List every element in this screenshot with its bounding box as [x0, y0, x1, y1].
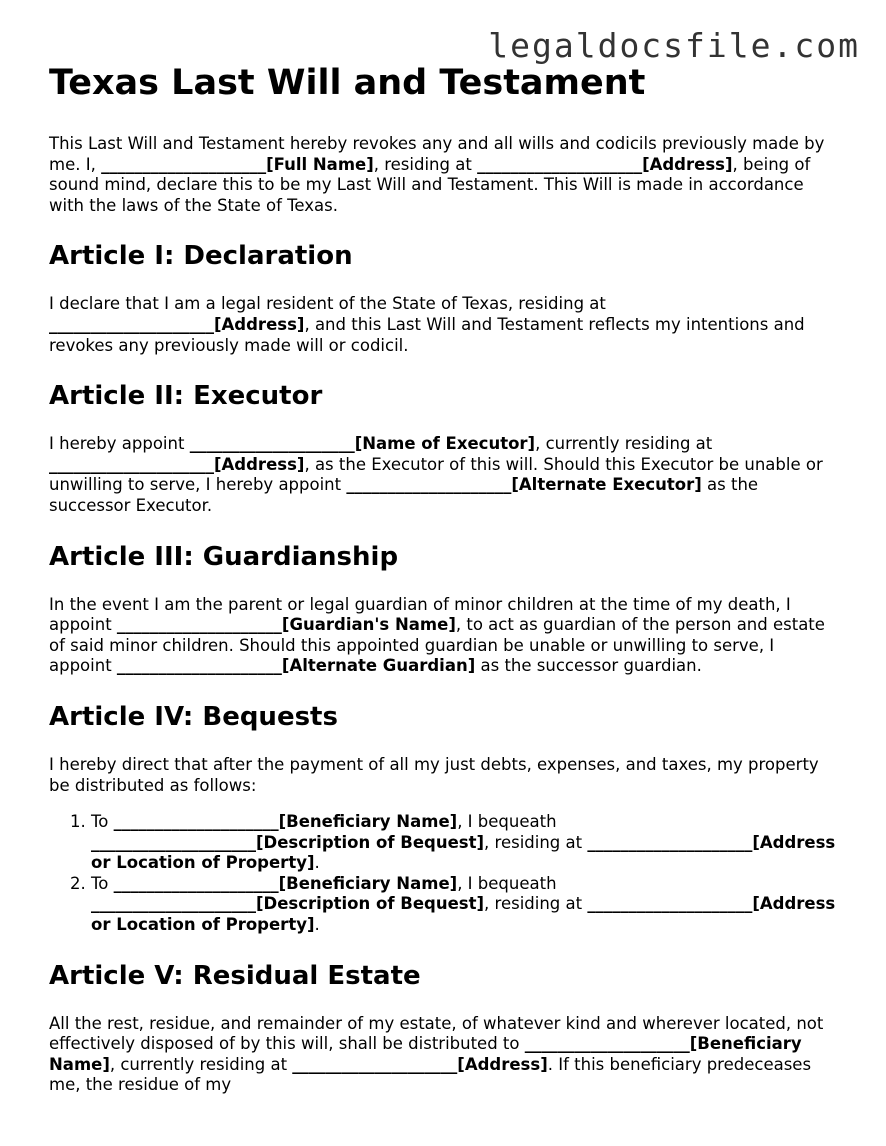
field-bequest-description: [Description of Bequest] — [256, 894, 485, 914]
field-address: [Address] — [214, 314, 305, 334]
blank-line: ____________________ — [116, 615, 282, 635]
field-bequest-description: [Description of Bequest] — [256, 832, 485, 852]
intro-paragraph: This Last Will and Testament hereby revokes any and all wills and codicils previously made by me. I, ____________________[Full Name], residing at ____________________[Address], being of sound mind, declare this to be my Last Will and Testament. This Will is made in accordance with the laws of the State of Texas. — [49, 134, 825, 215]
field-guardian-name: [Guardian's Name] — [281, 615, 456, 635]
article-5-paragraph: All the rest, residue, and remainder of my estate, of whatever kind and wherever located, not effectively disposed of by this will, shall be distributed to ____________________[Beneficiary Name], currently residing at ____________________[Address]. If this beneficiary predeceases me, the residue of my — [49, 1013, 824, 1095]
blank-line: ____________________ — [101, 154, 267, 174]
field-executor-name: [Name of Executor] — [354, 434, 536, 454]
article-4-heading: Article IV: Bequests — [49, 701, 338, 732]
field-address: [Address] — [642, 154, 733, 174]
field-alternate-executor: [Alternate Executor] — [511, 475, 702, 495]
list-item: 2. To ____________________[Beneficiary Name], I bequeath ____________________[Description of Bequest], residing at ____________________[Address or Location of Property]. — [91, 874, 839, 936]
blank-line: ____________________ — [587, 894, 753, 914]
article-2-paragraph: I hereby appoint ____________________[Name of Executor], currently residing at ____________________[Address], as the Executor of this will. Should this Executor be unable or unwilling to serve, I hereby appoint ____________________[Alternate Executor] as the successor Executor. — [49, 434, 823, 515]
document-title: Texas Last Will and Testament — [49, 63, 646, 103]
field-alternate-guardian: [Alternate Guardian] — [281, 656, 476, 676]
article-1-paragraph: I declare that I am a legal resident of the State of Texas, residing at ____________________[Address], and this Last Will and Testament reflects my intentions and revokes any previously made will or codicil. — [49, 294, 805, 355]
field-property-address: [Address or Location of Property] — [91, 832, 836, 873]
blank-line: ____________________ — [116, 656, 282, 676]
field-beneficiary-name: [Beneficiary Name] — [278, 873, 458, 893]
field-beneficiary-name: [Beneficiary Name] — [278, 812, 458, 832]
blank-line: ____________________ — [91, 894, 256, 914]
field-address: [Address] — [214, 454, 305, 474]
blank-line: ____________________ — [292, 1054, 458, 1074]
article-4-intro: I hereby direct that after the payment of all my just debts, expenses, and taxes, my property be distributed as follows: — [49, 754, 819, 795]
article-3-heading: Article III: Guardianship — [49, 541, 399, 572]
blank-line: ____________________ — [189, 434, 355, 454]
watermark: legaldocsfile.com — [488, 26, 860, 65]
blank-line: ____________________ — [587, 832, 753, 852]
article-3-paragraph: In the event I am the parent or legal guardian of minor children at the time of my death, I appoint ____________________[Guardian's Name], to act as guardian of the person and estate of said minor children. Should this appointed guardian be unable or unwilling to serve, I appoint ____________________[Alternate Guardian] as the successor guardian. — [49, 594, 825, 676]
field-property-address: [Address or Location of Property] — [91, 894, 836, 935]
blank-line: ____________________ — [113, 873, 279, 893]
blank-line: ____________________ — [49, 314, 214, 334]
list-item: 1. To ____________________[Beneficiary Name], I bequeath ____________________[Description of Bequest], residing at ____________________[Address or Location of Property]. — [91, 812, 839, 874]
article-5-heading: Article V: Residual Estate — [49, 960, 421, 991]
bequest-list — [49, 812, 839, 936]
field-address: [Address] — [457, 1054, 548, 1074]
blank-line: ____________________ — [346, 475, 512, 495]
article-1-heading: Article I: Declaration — [49, 241, 353, 272]
article-2-heading: Article II: Executor — [49, 381, 323, 412]
blank-line: ____________________ — [477, 154, 643, 174]
blank-line: ____________________ — [524, 1034, 690, 1054]
blank-line: ____________________ — [49, 454, 214, 474]
field-full-name: [Full Name] — [266, 154, 374, 174]
blank-line: ____________________ — [113, 812, 279, 832]
document-page — [49, 62, 839, 1096]
blank-line: ____________________ — [91, 832, 256, 852]
field-beneficiary-name: [Beneficiary Name] — [49, 1034, 802, 1074]
